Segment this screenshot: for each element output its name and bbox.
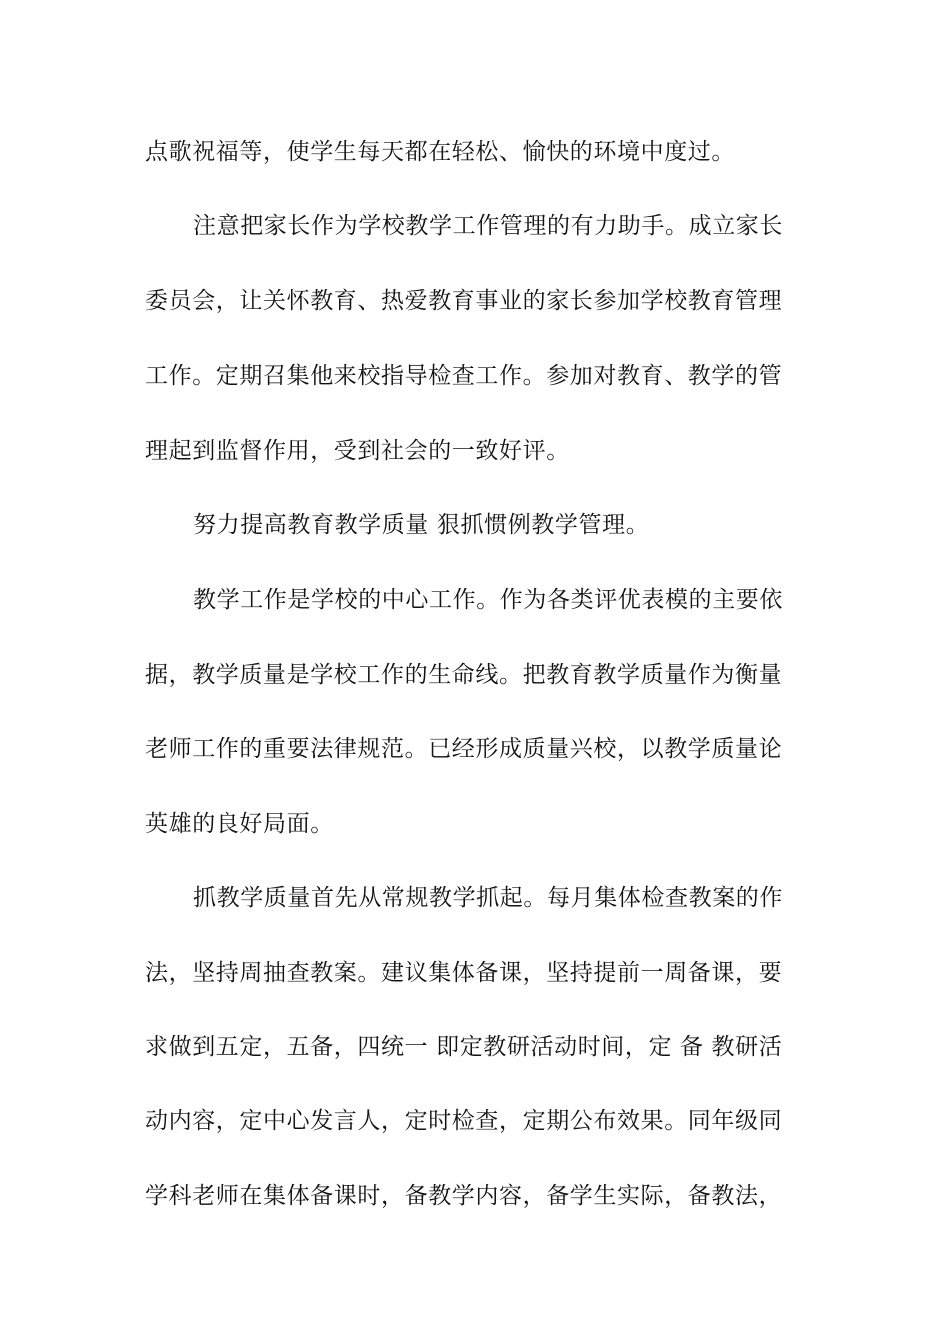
text-line: 学科老师在集体备课时，备教学内容，备学生实际，备教法， (145, 1183, 783, 1209)
paragraph-start-line: 抓教学质量首先从常规教学抓起。每月集体检查教案的作 (193, 885, 783, 911)
paragraph-start-line: 注意把家长作为学校教学工作管理的有力助手。成立家长 (193, 213, 783, 239)
text-line: 据，教学质量是学校工作的生命线。把教育教学质量作为衡量 (145, 662, 783, 688)
paragraph-start-line: 教学工作是学校的中心工作。作为各类评优表模的主要依 (193, 587, 783, 613)
text-line: 工作。定期召集他来校指导检查工作。参加对教育、教学的管 (145, 363, 783, 389)
text-line: 点歌祝福等，使学生每天都在轻松、愉快的环境中度过。 (145, 139, 735, 165)
text-line: 老师工作的重要法律规范。已经形成质量兴校，以教学质量论 (145, 736, 783, 762)
text-line: 求做到五定，五备，四统一 即定教研活动时间，定 备 教研活 (145, 1034, 783, 1060)
text-line: 委员会，让关怀教育、热爱教育事业的家长参加学校教育管理 (145, 288, 783, 314)
text-line: 法，坚持周抽查教案。建议集体备课，坚持提前一周备课，要 (145, 960, 783, 986)
text-line: 理起到监督作用，受到社会的一致好评。 (145, 438, 570, 464)
section-heading-line: 努力提高教育教学质量 狠抓惯例教学管理。 (193, 512, 650, 538)
text-line: 英雄的良好局面。 (145, 811, 334, 837)
text-line: 动内容，定中心发言人，定时检查，定期公布效果。同年级同 (145, 1108, 783, 1134)
